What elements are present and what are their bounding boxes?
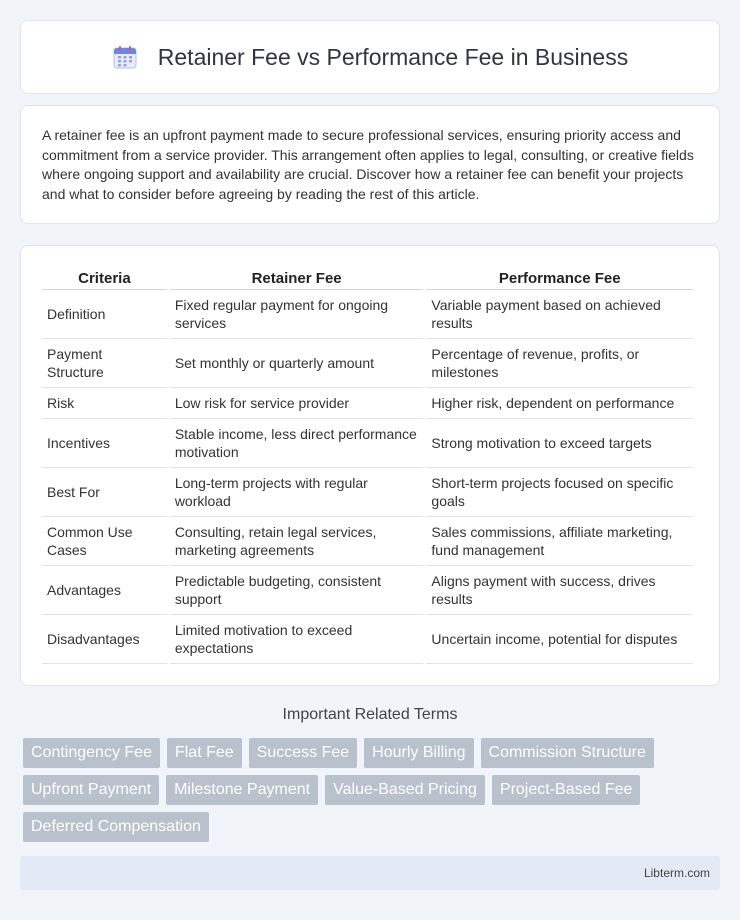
intro-paragraph: A retainer fee is an upfront payment made to secure professional services, ensuring priority access and commitment from a service provider. This arrangement often applies to legal, consulting, or creative fields where ongoing support and availability are crucial. Discover how a retainer fee can benefit your projects and what to consider before agreeing by reading the rest of this article. — [42, 127, 694, 202]
table-row — [42, 419, 693, 468]
performance-cell: Percentage of revenue, profits, or milestones — [426, 339, 693, 388]
intro-card — [20, 105, 720, 224]
table-row — [42, 339, 693, 388]
criteria-cell: Common Use Cases — [42, 517, 167, 566]
criteria-cell: Incentives — [42, 419, 167, 468]
tag-contingency-fee[interactable]: Contingency Fee — [23, 738, 160, 768]
tag-flat-fee[interactable]: Flat Fee — [167, 738, 242, 768]
related-terms-heading: Important Related Terms — [282, 706, 458, 723]
column-header-retainer-fee: Retainer Fee — [170, 266, 424, 290]
criteria-cell: Risk — [42, 388, 167, 419]
retainer-cell: Long-term projects with regular workload — [170, 468, 424, 517]
tag-commission-structure[interactable]: Commission Structure — [481, 738, 654, 768]
calendar-icon — [112, 44, 138, 70]
performance-cell: Sales commissions, affiliate marketing, fund management — [426, 517, 693, 566]
tag-milestone-payment[interactable]: Milestone Payment — [166, 775, 318, 805]
column-header-criteria: Criteria — [42, 266, 167, 290]
retainer-cell: Fixed regular payment for ongoing services — [170, 290, 424, 339]
tag-project-based-fee[interactable]: Project-Based Fee — [492, 775, 641, 805]
footer — [20, 856, 720, 890]
criteria-cell: Best For — [42, 468, 167, 517]
criteria-cell: Payment Structure — [42, 339, 167, 388]
performance-cell: Aligns payment with success, drives results — [426, 566, 693, 615]
table-row — [42, 517, 693, 566]
criteria-cell: Disadvantages — [42, 615, 167, 664]
table-row — [42, 468, 693, 517]
retainer-cell: Low risk for service provider — [170, 388, 424, 419]
table-row — [42, 566, 693, 615]
table-row — [42, 615, 693, 664]
retainer-cell: Consulting, retain legal services, marketing agreements — [170, 517, 424, 566]
tag-value-based-pricing[interactable]: Value-Based Pricing — [325, 775, 485, 805]
performance-cell: Variable payment based on achieved results — [426, 290, 693, 339]
table-header-row — [42, 266, 693, 290]
retainer-cell: Stable income, less direct performance motivation — [170, 419, 424, 468]
table-row — [42, 290, 693, 339]
tag-success-fee[interactable]: Success Fee — [249, 738, 357, 768]
retainer-cell: Predictable budgeting, consistent support — [170, 566, 424, 615]
performance-cell: Strong motivation to exceed targets — [426, 419, 693, 468]
tag-upfront-payment[interactable]: Upfront Payment — [23, 775, 159, 805]
performance-cell: Short-term projects focused on specific goals — [426, 468, 693, 517]
criteria-cell: Advantages — [42, 566, 167, 615]
table-row — [42, 388, 693, 419]
tag-hourly-billing[interactable]: Hourly Billing — [364, 738, 473, 768]
performance-cell: Higher risk, dependent on performance — [426, 388, 693, 419]
criteria-cell: Definition — [42, 290, 167, 339]
column-header-performance-fee: Performance Fee — [426, 266, 693, 290]
retainer-cell: Set monthly or quarterly amount — [170, 339, 424, 388]
comparison-table-card — [20, 245, 720, 686]
header-card — [20, 20, 720, 94]
related-terms-list — [23, 738, 723, 842]
comparison-table — [39, 266, 696, 664]
performance-cell: Uncertain income, potential for disputes — [426, 615, 693, 664]
retainer-cell: Limited motivation to exceed expectations — [170, 615, 424, 664]
footer-site-link[interactable]: Libterm.com — [643, 866, 710, 880]
tag-deferred-compensation[interactable]: Deferred Compensation — [23, 812, 209, 842]
page-title: Retainer Fee vs Performance Fee in Business — [157, 43, 629, 70]
